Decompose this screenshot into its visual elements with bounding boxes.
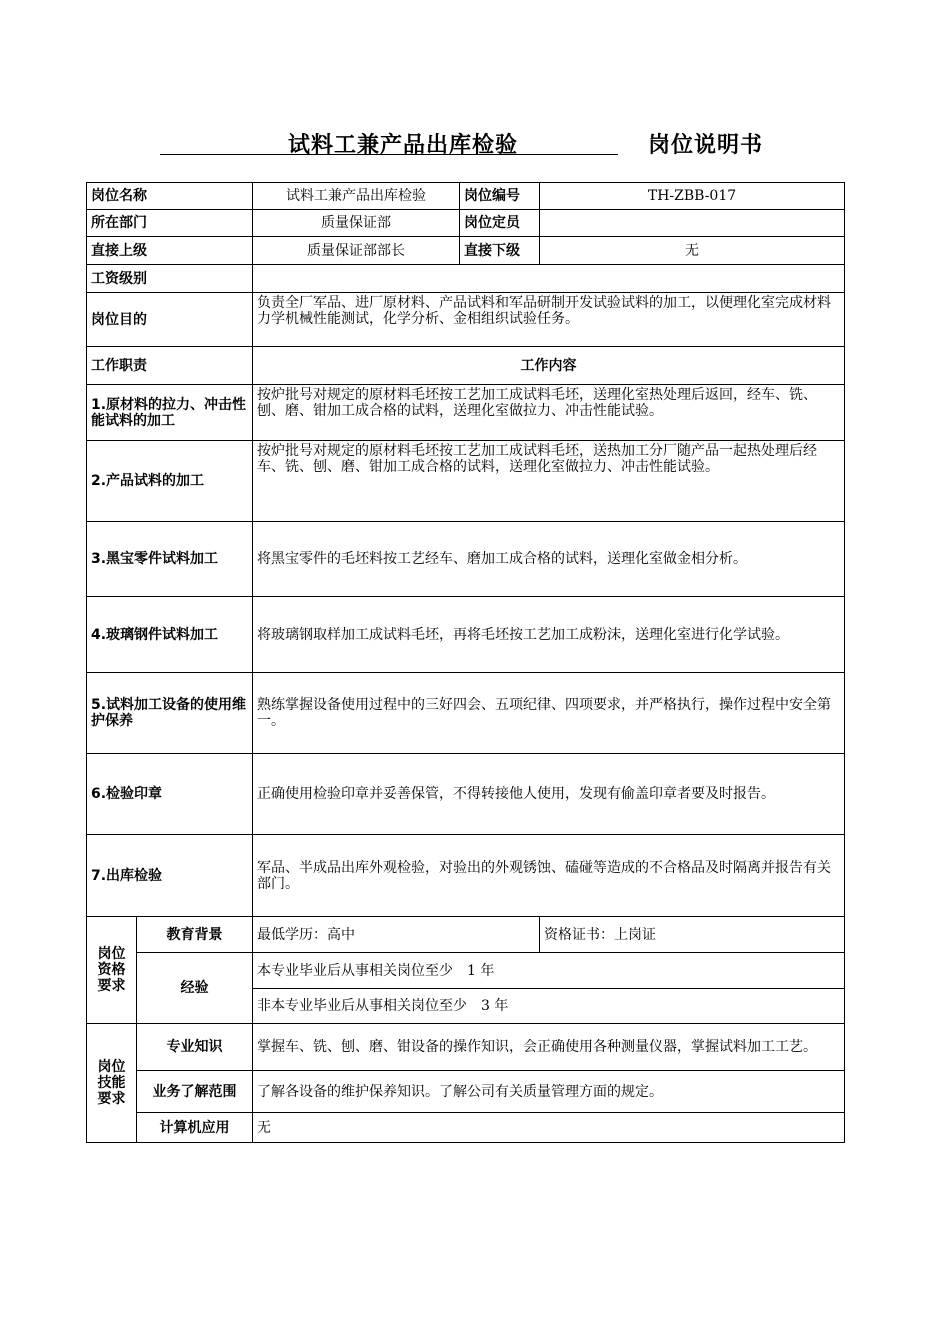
- staffing-label: 岗位定员: [460, 210, 540, 237]
- duty-row: [87, 385, 845, 441]
- title-suffix: 岗位说明书: [648, 133, 764, 158]
- duty-name: 6.检验印章: [87, 754, 253, 835]
- duty-content: 军品、半成品出库外观检验，对验出的外观锈蚀、磕碰等造成的不合格品及时隔离并报告有关部门。: [253, 835, 845, 917]
- duty-name: 7.出库检验: [87, 835, 253, 917]
- superior-label: 直接上级: [87, 237, 253, 265]
- post-name-label: 岗位名称: [87, 183, 253, 210]
- salary-value: [253, 265, 845, 293]
- knowledge-label: 专业知识: [137, 1024, 253, 1071]
- duty-content: 熟练掌握设备使用过程中的三好四会、五项纪律、四项要求，并严格执行，操作过程中安全第一。: [253, 673, 845, 754]
- purpose-value: 负责全厂军品、进厂原材料、产品试料和军品研制开发试验试料的加工，以便理化室完成材料力学机械性能测试，化学分析、金相组织试验任务。: [253, 293, 845, 347]
- duty-content: 按炉批号对规定的原材料毛坯按工艺加工成试料毛坯，送理化室热处理后返回，经车、铣、刨、磨、钳加工成合格的试料，送理化室做拉力、冲击性能试验。: [253, 385, 845, 441]
- document-title: [160, 128, 860, 158]
- business-label: 业务了解范围: [137, 1071, 253, 1113]
- education-value: 最低学历：高中: [253, 917, 540, 953]
- row-business: [87, 1071, 845, 1113]
- staffing-value: [540, 210, 845, 237]
- duty-content: 正确使用检验印章并妥善保管，不得转接他人使用，发现有偷盖印章者要及时报告。: [253, 754, 845, 835]
- row-knowledge: [87, 1024, 845, 1071]
- qualification-group-label: 岗位资格要求: [87, 917, 137, 1024]
- duty-content: 将玻璃钢取样加工成试料毛坯，再将毛坯按工艺加工成粉沫，送理化室进行化学试验。: [253, 597, 845, 673]
- dept-label: 所在部门: [87, 210, 253, 237]
- purpose-label: 岗位目的: [87, 293, 253, 347]
- duty-column-header: 工作职责: [87, 347, 253, 385]
- job-description-table: [86, 182, 845, 1143]
- computer-value: 无: [253, 1113, 845, 1143]
- duty-name: 5.试料加工设备的使用维护保养: [87, 673, 253, 754]
- experience-non-major: 非本专业毕业后从事相关岗位至少 3 年: [253, 989, 845, 1024]
- row-post-name: [87, 183, 845, 210]
- salary-label: 工资级别: [87, 265, 253, 293]
- duty-row: [87, 754, 845, 835]
- computer-label: 计算机应用: [137, 1113, 253, 1143]
- duty-name: 4.玻璃钢件试料加工: [87, 597, 253, 673]
- row-superior: [87, 237, 845, 265]
- title-main: 试料工兼产品出库检验: [288, 133, 519, 158]
- post-name-value: 试料工兼产品出库检验: [253, 183, 460, 210]
- content-column-header: 工作内容: [253, 347, 845, 385]
- skills-group-label: 岗位技能要求: [87, 1024, 137, 1143]
- row-experience-1: [87, 953, 845, 989]
- duty-row: [87, 522, 845, 597]
- business-value: 了解各设备的维护保养知识。了解公司有关质量管理方面的规定。: [253, 1071, 845, 1113]
- row-department: [87, 210, 845, 237]
- certificate-value: 资格证书：上岗证: [540, 917, 845, 953]
- duty-row: [87, 597, 845, 673]
- duty-row: [87, 835, 845, 917]
- post-code-value: TH-ZBB-017: [540, 183, 845, 210]
- duty-row: [87, 673, 845, 754]
- education-label: 教育背景: [137, 917, 253, 953]
- duty-name: 3.黑宝零件试料加工: [87, 522, 253, 597]
- duty-name: 2.产品试料的加工: [87, 441, 253, 522]
- knowledge-value: 掌握车、铣、刨、磨、钳设备的操作知识，会正确使用各种测量仪器，掌握试料加工工艺。: [253, 1024, 845, 1071]
- duty-content: 将黑宝零件的毛坯料按工艺经车、磨加工成合格的试料，送理化室做金相分析。: [253, 522, 845, 597]
- row-education: [87, 917, 845, 953]
- row-computer: [87, 1113, 845, 1143]
- duty-name: 1.原材料的拉力、冲击性能试料的加工: [87, 385, 253, 441]
- subordinate-label: 直接下级: [460, 237, 540, 265]
- row-purpose: [87, 293, 845, 347]
- row-duties-header: [87, 347, 845, 385]
- experience-major: 本专业毕业后从事相关岗位至少 1 年: [253, 953, 845, 989]
- post-code-label: 岗位编号: [460, 183, 540, 210]
- row-salary: [87, 265, 845, 293]
- experience-label: 经验: [137, 953, 253, 1024]
- duty-content: 按炉批号对规定的原材料毛坯按工艺加工成试料毛坯，送热加工分厂随产品一起热处理后经车、铣、刨、磨、钳加工成合格的试料，送理化室做拉力、冲击性能试验。: [253, 441, 845, 522]
- duty-row: [87, 441, 845, 522]
- subordinate-value: 无: [540, 237, 845, 265]
- dept-value: 质量保证部: [253, 210, 460, 237]
- superior-value: 质量保证部部长: [253, 237, 460, 265]
